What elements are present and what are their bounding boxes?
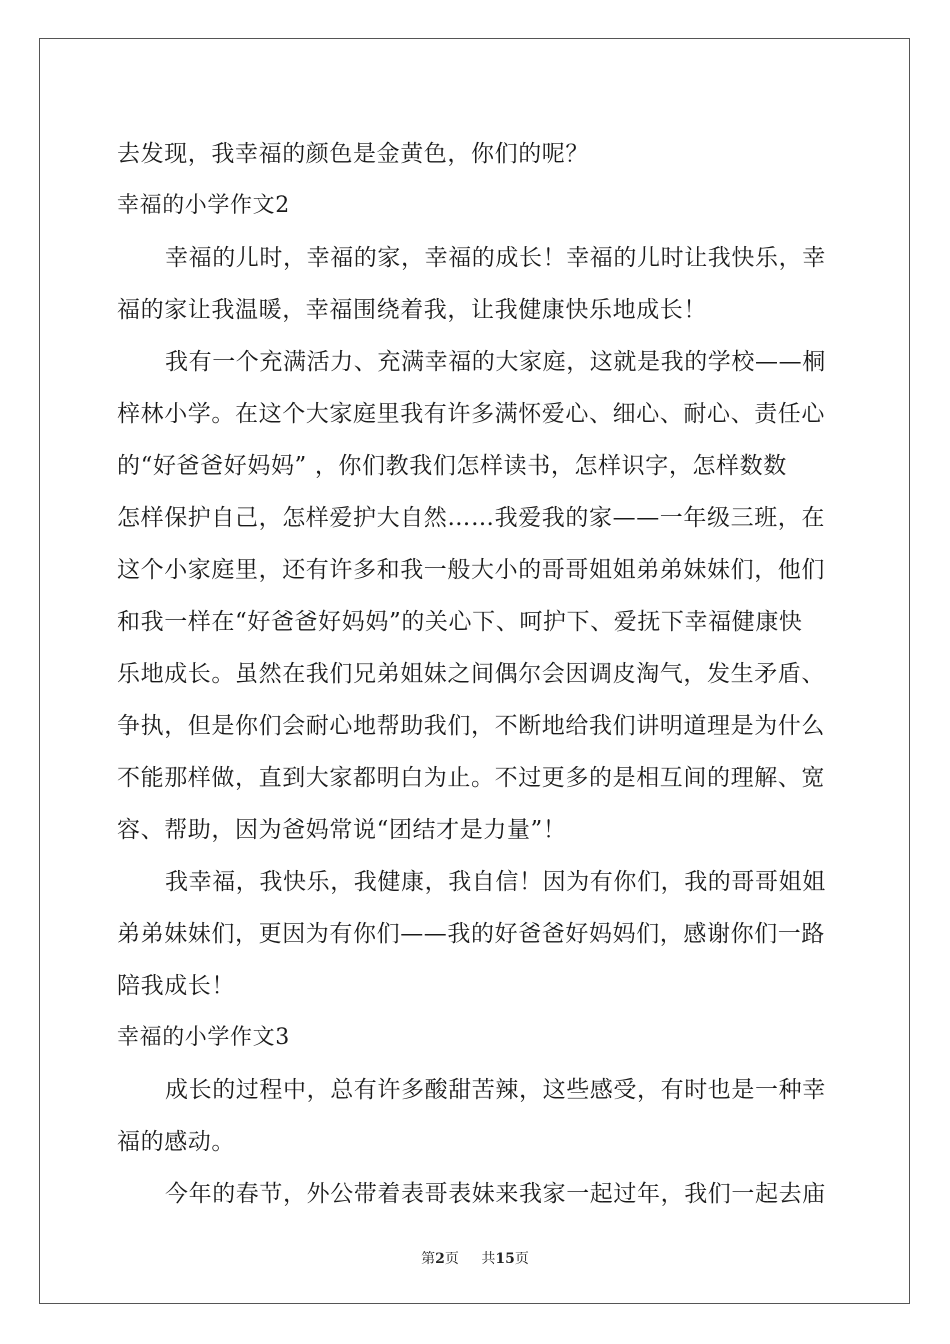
page-indicator	[421, 1251, 459, 1267]
text-line: 的“好爸爸好妈妈” ，你们教我们怎样读书，怎样识字，怎样数数	[117, 453, 787, 479]
page-prefix: 第	[421, 1251, 436, 1267]
text-line: 陪我成长！	[117, 973, 235, 999]
page-suffix: 页	[444, 1251, 459, 1267]
total-prefix: 共	[481, 1251, 496, 1267]
paragraph-first-line: 幸福的儿时，幸福的家，幸福的成长！幸福的儿时让我快乐，幸	[165, 245, 826, 271]
text-line: 不能那样做，直到大家都明白为止。不过更多的是相互间的理解、宽	[117, 765, 825, 791]
text-line: 弟弟妹妹们，更因为有你们——我的好爸爸好妈妈们，感谢你们一路	[117, 921, 825, 947]
section-heading: 幸福的小学作文3	[117, 1025, 290, 1050]
total-indicator	[481, 1251, 528, 1267]
page-footer	[0, 1248, 950, 1268]
section-heading: 幸福的小学作文2	[117, 193, 290, 218]
page-number: 2	[435, 1251, 445, 1267]
text-line: 怎样保护自己，怎样爱护大自然……我爱我的家——一年级三班，在	[117, 505, 825, 531]
paragraph-first-line: 我幸福，我快乐，我健康，我自信！因为有你们，我的哥哥姐姐	[165, 869, 826, 895]
text-line: 容、帮助，因为爸妈常说“团结才是力量”！	[117, 817, 567, 843]
text-line: 福的家让我温暖，幸福围绕着我，让我健康快乐地成长！	[117, 297, 707, 323]
text-line: 这个小家庭里，还有许多和我一般大小的哥哥姐姐弟弟妹妹们，他们	[117, 557, 825, 583]
text-line: 福的感动。	[117, 1129, 235, 1155]
document-body	[117, 128, 833, 1220]
paragraph-first-line: 我有一个充满活力、充满幸福的大家庭，这就是我的学校——桐	[165, 349, 826, 375]
text-line: 乐地成长。虽然在我们兄弟姐妹之间偶尔会因调皮淘气，发生矛盾、	[117, 661, 825, 687]
paragraph-first-line: 成长的过程中，总有许多酸甜苦辣，这些感受，有时也是一种幸	[165, 1077, 826, 1103]
total-suffix: 页	[514, 1251, 529, 1267]
text-line: 争执，但是你们会耐心地帮助我们，不断地给我们讲明道理是为什么	[117, 713, 825, 739]
text-line: 去发现，我幸福的颜色是金黄色，你们的呢？	[117, 141, 589, 167]
text-line: 梓林小学。在这个大家庭里我有许多满怀爱心、细心、耐心、责任心	[117, 401, 825, 427]
paragraph-first-line: 今年的春节，外公带着表哥表妹来我家一起过年，我们一起去庙	[165, 1181, 826, 1207]
text-line: 和我一样在“好爸爸好妈妈”的关心下、呵护下、爱抚下幸福健康快	[117, 609, 803, 635]
total-pages: 15	[495, 1251, 515, 1267]
